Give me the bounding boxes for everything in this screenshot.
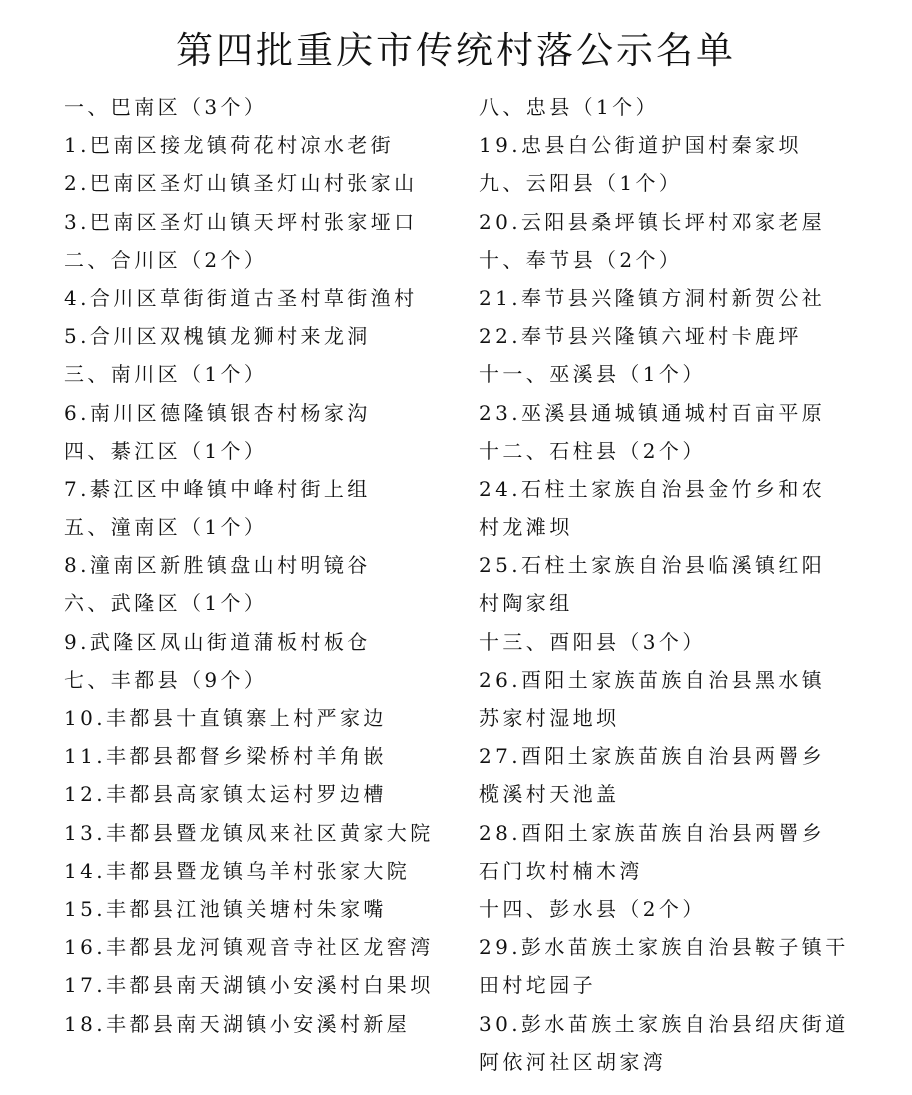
- village-entry: 9.武隆区凤山街道蒲板村板仓: [64, 629, 371, 654]
- village-entry: 11.丰都县都督乡梁桥村羊角嵌: [64, 744, 387, 769]
- village-entry: 16.丰都县龙河镇观音寺社区龙窖湾: [64, 935, 434, 960]
- village-entry: 27.酉阳土家族苗族自治县两罾乡: [479, 744, 826, 769]
- village-entry-continuation: 石门坎村楠木湾: [479, 858, 643, 883]
- district-heading: 十四、彭水县（2个）: [479, 896, 706, 921]
- district-heading: 三、南川区（1个）: [64, 362, 268, 387]
- village-entry: 7.綦江区中峰镇中峰村街上组: [64, 476, 371, 501]
- page-title: 第四批重庆市传统村落公示名单: [176, 29, 736, 72]
- village-entry-continuation: 苏家村湿地坝: [479, 706, 620, 730]
- village-entry: 5.合川区双槐镇龙狮村来龙洞: [64, 324, 371, 349]
- village-entry-continuation: 村龙滩坝: [479, 515, 573, 540]
- district-heading: 十一、巫溪县（1个）: [479, 362, 706, 387]
- village-entry: 21.奉节县兴隆镇方洞村新贺公社: [479, 285, 826, 310]
- right-column-list: [479, 88, 899, 1081]
- village-entry: 6.南川区德隆镇银杏村杨家沟: [64, 400, 371, 425]
- village-entry: 19.忠县白公街道护国村秦家坝: [479, 133, 802, 158]
- village-entry-continuation: 阿依河社区胡家湾: [479, 1049, 667, 1074]
- district-heading: 八、忠县（1个）: [479, 95, 659, 119]
- village-entry: 23.巫溪县通城镇通城村百亩平原: [479, 400, 826, 425]
- left-column-list: [64, 88, 464, 1043]
- village-entry: 24.石柱土家族自治县金竹乡和农: [479, 476, 826, 501]
- village-entry: 30.彭水苗族土家族自治县绍庆街道: [479, 1011, 849, 1036]
- village-entry-continuation: 榄溪村天池盖: [479, 782, 620, 807]
- village-entry: 26.酉阳土家族苗族自治县黑水镇: [479, 667, 826, 692]
- district-heading: 六、武隆区（1个）: [64, 591, 268, 616]
- village-entry-continuation: 村陶家组: [479, 591, 573, 616]
- district-heading: 十三、酉阳县（3个）: [479, 629, 706, 654]
- village-entry: 3.巴南区圣灯山镇天坪村张家垭口: [64, 209, 418, 234]
- district-heading: 十二、石柱县（2个）: [479, 438, 706, 463]
- village-entry: 15.丰都县江池镇关塘村朱家嘴: [64, 896, 387, 921]
- village-entry: 17.丰都县南天湖镇小安溪村白果坝: [64, 973, 434, 998]
- village-entry: 1.巴南区接龙镇荷花村凉水老街: [64, 133, 395, 158]
- village-entry: 14.丰都县暨龙镇乌羊村张家大院: [64, 858, 411, 883]
- village-entry: 4.合川区草街街道古圣村草街渔村: [64, 285, 418, 310]
- village-entry: 18.丰都县南天湖镇小安溪村新屋: [64, 1011, 411, 1036]
- village-entry: 8.潼南区新胜镇盘山村明镜谷: [64, 553, 371, 578]
- district-heading: 九、云阳县（1个）: [479, 171, 683, 196]
- village-entry-continuation: 田村坨园子: [479, 973, 596, 998]
- village-entry: 25.石柱土家族自治县临溪镇红阳: [479, 553, 826, 578]
- village-entry: 20.云阳县桑坪镇长坪村邓家老屋: [479, 209, 826, 234]
- district-heading: 七、丰都县（9个）: [64, 667, 268, 692]
- village-entry: 13.丰都县暨龙镇凤来社区黄家大院: [64, 820, 434, 845]
- district-heading: 四、綦江区（1个）: [64, 438, 268, 463]
- village-entry: 10.丰都县十直镇寨上村严家边: [64, 706, 387, 730]
- village-entry: 28.酉阳土家族苗族自治县两罾乡: [479, 820, 826, 845]
- village-entry: 2.巴南区圣灯山镇圣灯山村张家山: [64, 171, 418, 196]
- district-heading: 二、合川区（2个）: [64, 247, 268, 272]
- village-entry: 22.奉节县兴隆镇六垭村卡鹿坪: [479, 324, 802, 349]
- district-heading: 十、奉节县（2个）: [479, 247, 683, 272]
- village-entry: 12.丰都县高家镇太运村罗边槽: [64, 782, 387, 807]
- district-heading: 一、巴南区（3个）: [64, 95, 268, 119]
- village-entry: 29.彭水苗族土家族自治县鞍子镇干: [479, 935, 849, 960]
- district-heading: 五、潼南区（1个）: [64, 515, 268, 540]
